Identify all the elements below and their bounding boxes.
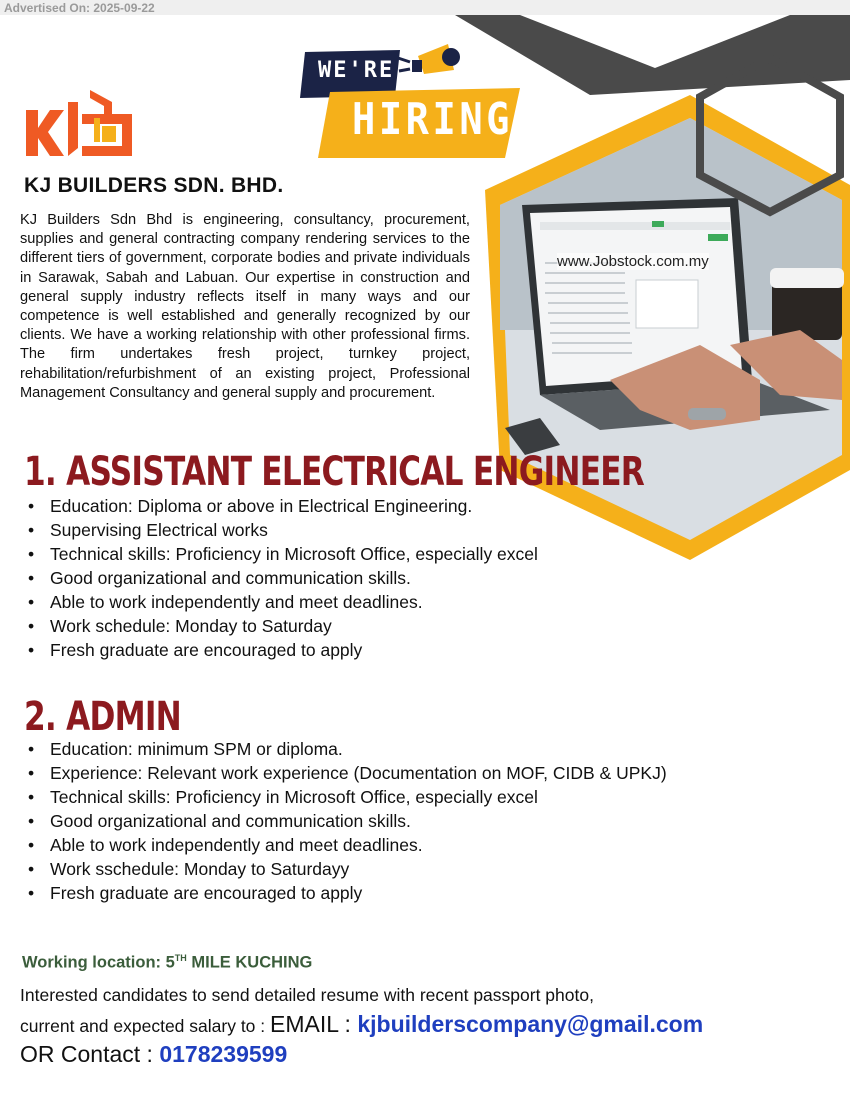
contact-label: OR Contact :: [20, 1041, 160, 1067]
company-name: KJ BUILDERS SDN. BHD.: [24, 174, 284, 197]
contact-line: [20, 1041, 287, 1068]
apply-instructions-line1: Interested candidates to send detailed resume with recent passport photo,: [20, 985, 594, 1005]
hiring-text: HIRING: [352, 94, 513, 145]
apply-salary-text: current and expected salary to :: [20, 1016, 270, 1036]
requirement-item: • Education: minimum SPM or diploma.: [28, 737, 667, 761]
company-logo: [24, 88, 136, 160]
advertised-date: Advertised On: 2025-09-22: [4, 1, 155, 15]
requirement-item: • Work schedule: Monday to Saturday: [28, 614, 538, 638]
requirement-item: • Technical skills: Proficiency in Microsoft Office, especially excel: [28, 785, 667, 809]
company-description: KJ Builders Sdn Bhd is engineering, consultancy, procurement, supplies and general contracting company rendering services to the different tiers of government, corporate bodies and private individuals in Sarawak, Sabah and Labuan. Our expertise in construction and general supply industry reflects itself in many ways and our competence is well established and generally recognized by our clients. We have a working relationship with other professional firms. The firm undertakes fresh project, turnkey project, rehabilitation/refurbishment of an existing project, Professional Management Consultancy and general supply and procurement.: [20, 212, 470, 401]
job-title-1: 1. ASSISTANT ELECTRICAL ENGINEER: [24, 449, 645, 495]
requirement-item: • Able to work independently and meet deadlines.: [28, 833, 667, 857]
job-2-requirements: [28, 737, 667, 905]
working-location: [22, 953, 312, 973]
location-label: Working location: 5: [22, 953, 175, 972]
location-place: MILE KUCHING: [186, 953, 313, 972]
location-superscript: TH: [174, 953, 187, 963]
email-label: EMAIL :: [270, 1011, 358, 1037]
requirement-item: • Good organizational and communication skills.: [28, 809, 667, 833]
requirement-item: • Work sschedule: Monday to Saturdayy: [28, 857, 667, 881]
email-link[interactable]: kjbuilderscompany@gmail.com: [357, 1011, 704, 1037]
phone-link[interactable]: 0178239599: [159, 1041, 288, 1067]
job-1-requirements: [28, 494, 538, 662]
requirement-item: • Experience: Relevant work experience (Documentation on MOF, CIDB & UPKJ): [28, 761, 667, 785]
requirement-item: • Fresh graduate are encouraged to apply: [28, 638, 538, 662]
megaphone-icon: [398, 44, 460, 74]
requirement-item: • Supervising Electrical works: [28, 518, 538, 542]
were-text: WE'RE: [318, 58, 395, 83]
requirement-item: • Able to work independently and meet deadlines.: [28, 590, 538, 614]
requirement-item: • Education: Diploma or above in Electrical Engineering.: [28, 494, 538, 518]
job-title-2: 2. ADMIN: [24, 694, 181, 740]
requirement-item: • Fresh graduate are encouraged to apply: [28, 881, 667, 905]
watermark-url: www.Jobstock.com.my: [557, 253, 709, 270]
requirement-item: • Good organizational and communication skills.: [28, 566, 538, 590]
requirement-item: • Technical skills: Proficiency in Microsoft Office, especially excel: [28, 542, 538, 566]
apply-instructions-line2: [20, 1011, 703, 1038]
coffee-cup-image: [770, 268, 844, 340]
